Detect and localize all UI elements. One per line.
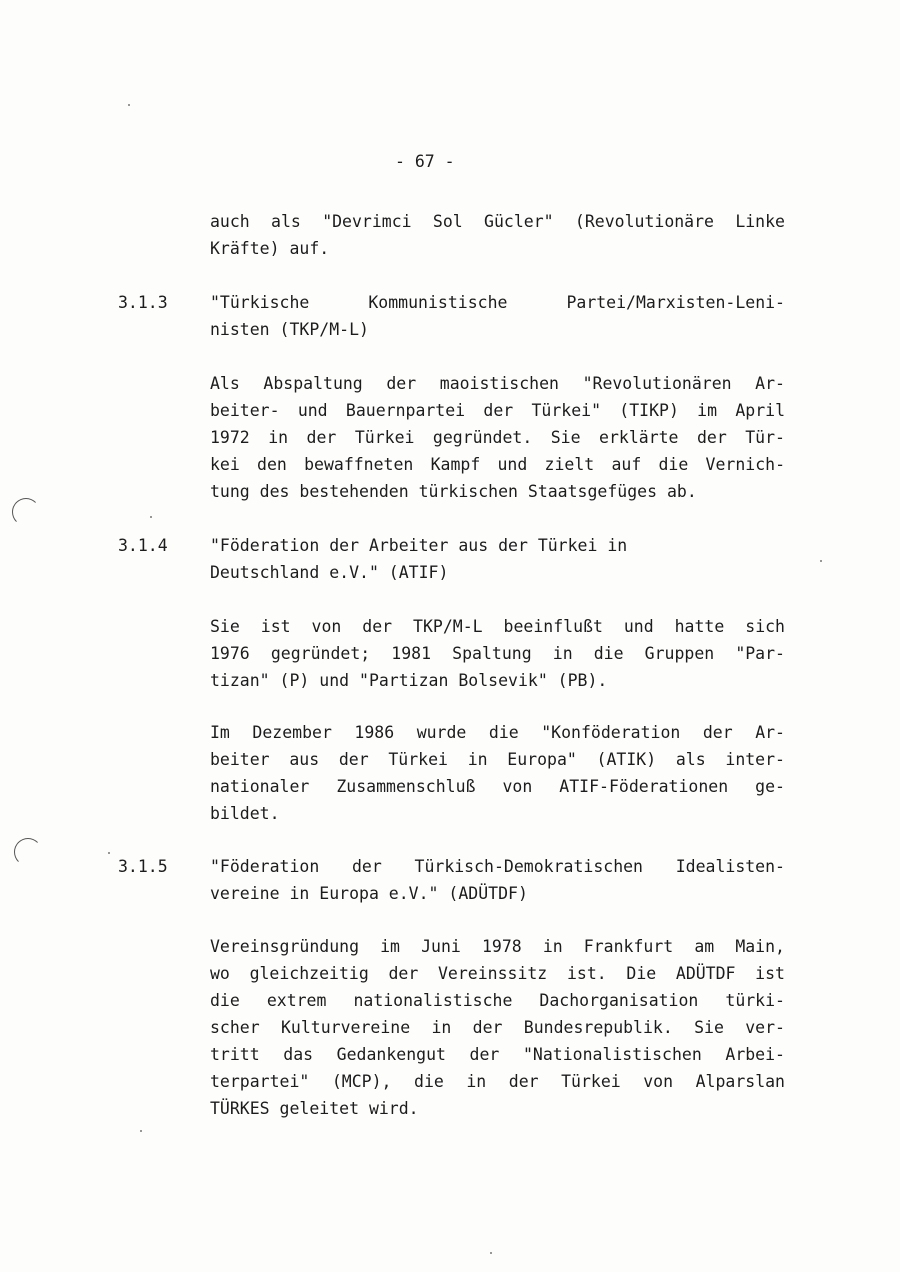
scan-speck [108,852,110,854]
text-line: tizan" (P) und "Partizan Bolsevik" (PB). [210,671,608,690]
text-line: TÜRKES geleitet wird. [210,1099,419,1118]
heading-line: "Türkische Kommunistische Partei/Marxisten-Leni- [210,293,785,312]
section-heading [210,289,785,343]
section-number: 3.1.5 [118,857,168,876]
heading-line: vereine in Europa e.V." (ADÜTDF) [210,884,528,903]
scan-speck [150,516,152,518]
text-line: auch als "Devrimci Sol Gücler" (Revolutionäre Linke [210,212,785,231]
scan-speck [490,1252,492,1254]
heading-line: nisten (TKP/M-L) [210,320,369,339]
section-heading [210,853,785,907]
text-line: scher Kulturvereine in der Bundesrepublik. Sie ver- [210,1018,785,1037]
text-line: nationaler Zusammenschluß von ATIF-Föderationen ge- [210,777,785,796]
punch-hole-mark-upper [12,498,40,526]
continuation-paragraph [210,208,785,262]
text-line: 1976 gegründet; 1981 Spaltung in die Gruppen "Par- [210,644,785,663]
scan-speck [820,560,822,562]
section-paragraph [210,613,785,694]
text-line: Vereinsgründung im Juni 1978 in Frankfurt am Main, [210,937,785,956]
text-line: bildet. [210,804,280,823]
heading-line: Deutschland e.V." (ATIF) [210,563,449,582]
text-line: tritt das Gedankengut der "Nationalistischen Arbei- [210,1045,785,1064]
section-number: 3.1.3 [118,293,168,312]
text-line: wo gleichzeitig der Vereinssitz ist. Die ADÜTDF ist [210,964,785,983]
text-line: Im Dezember 1986 wurde die "Konföderation der Ar- [210,723,785,742]
text-line: Kräfte) auf. [210,239,330,258]
text-line: Sie ist von der TKP/M-L beeinflußt und hatte sich [210,617,785,636]
section-paragraph [210,370,785,505]
punch-hole-mark-lower [14,838,42,866]
text-line: Als Abspaltung der maoistischen "Revolutionären Ar- [210,374,785,393]
section-number: 3.1.4 [118,536,168,555]
text-line: kei den bewaffneten Kampf und zielt auf die Vernich- [210,455,785,474]
section-heading [210,532,785,586]
text-line: beiter- und Bauernpartei der Türkei" (TIKP) im April [210,401,785,420]
text-line: tung des bestehenden türkischen Staatsgefüges ab. [210,482,697,501]
section-paragraph [210,719,785,827]
heading-line: "Föderation der Türkisch-Demokratischen Idealisten- [210,857,785,876]
scan-speck [128,104,130,106]
heading-line: "Föderation der Arbeiter aus der Türkei in [210,536,628,555]
text-line: beiter aus der Türkei in Europa" (ATIK) als inter- [210,750,785,769]
section-paragraph [210,933,785,1122]
scan-speck [140,1130,142,1132]
text-line: terpartei" (MCP), die in der Türkei von Alparslan [210,1072,785,1091]
page-number: - 67 - [395,152,455,171]
text-line: 1972 in der Türkei gegründet. Sie erklärte der Tür- [210,428,785,447]
text-line: die extrem nationalistische Dachorganisation türki- [210,991,785,1010]
